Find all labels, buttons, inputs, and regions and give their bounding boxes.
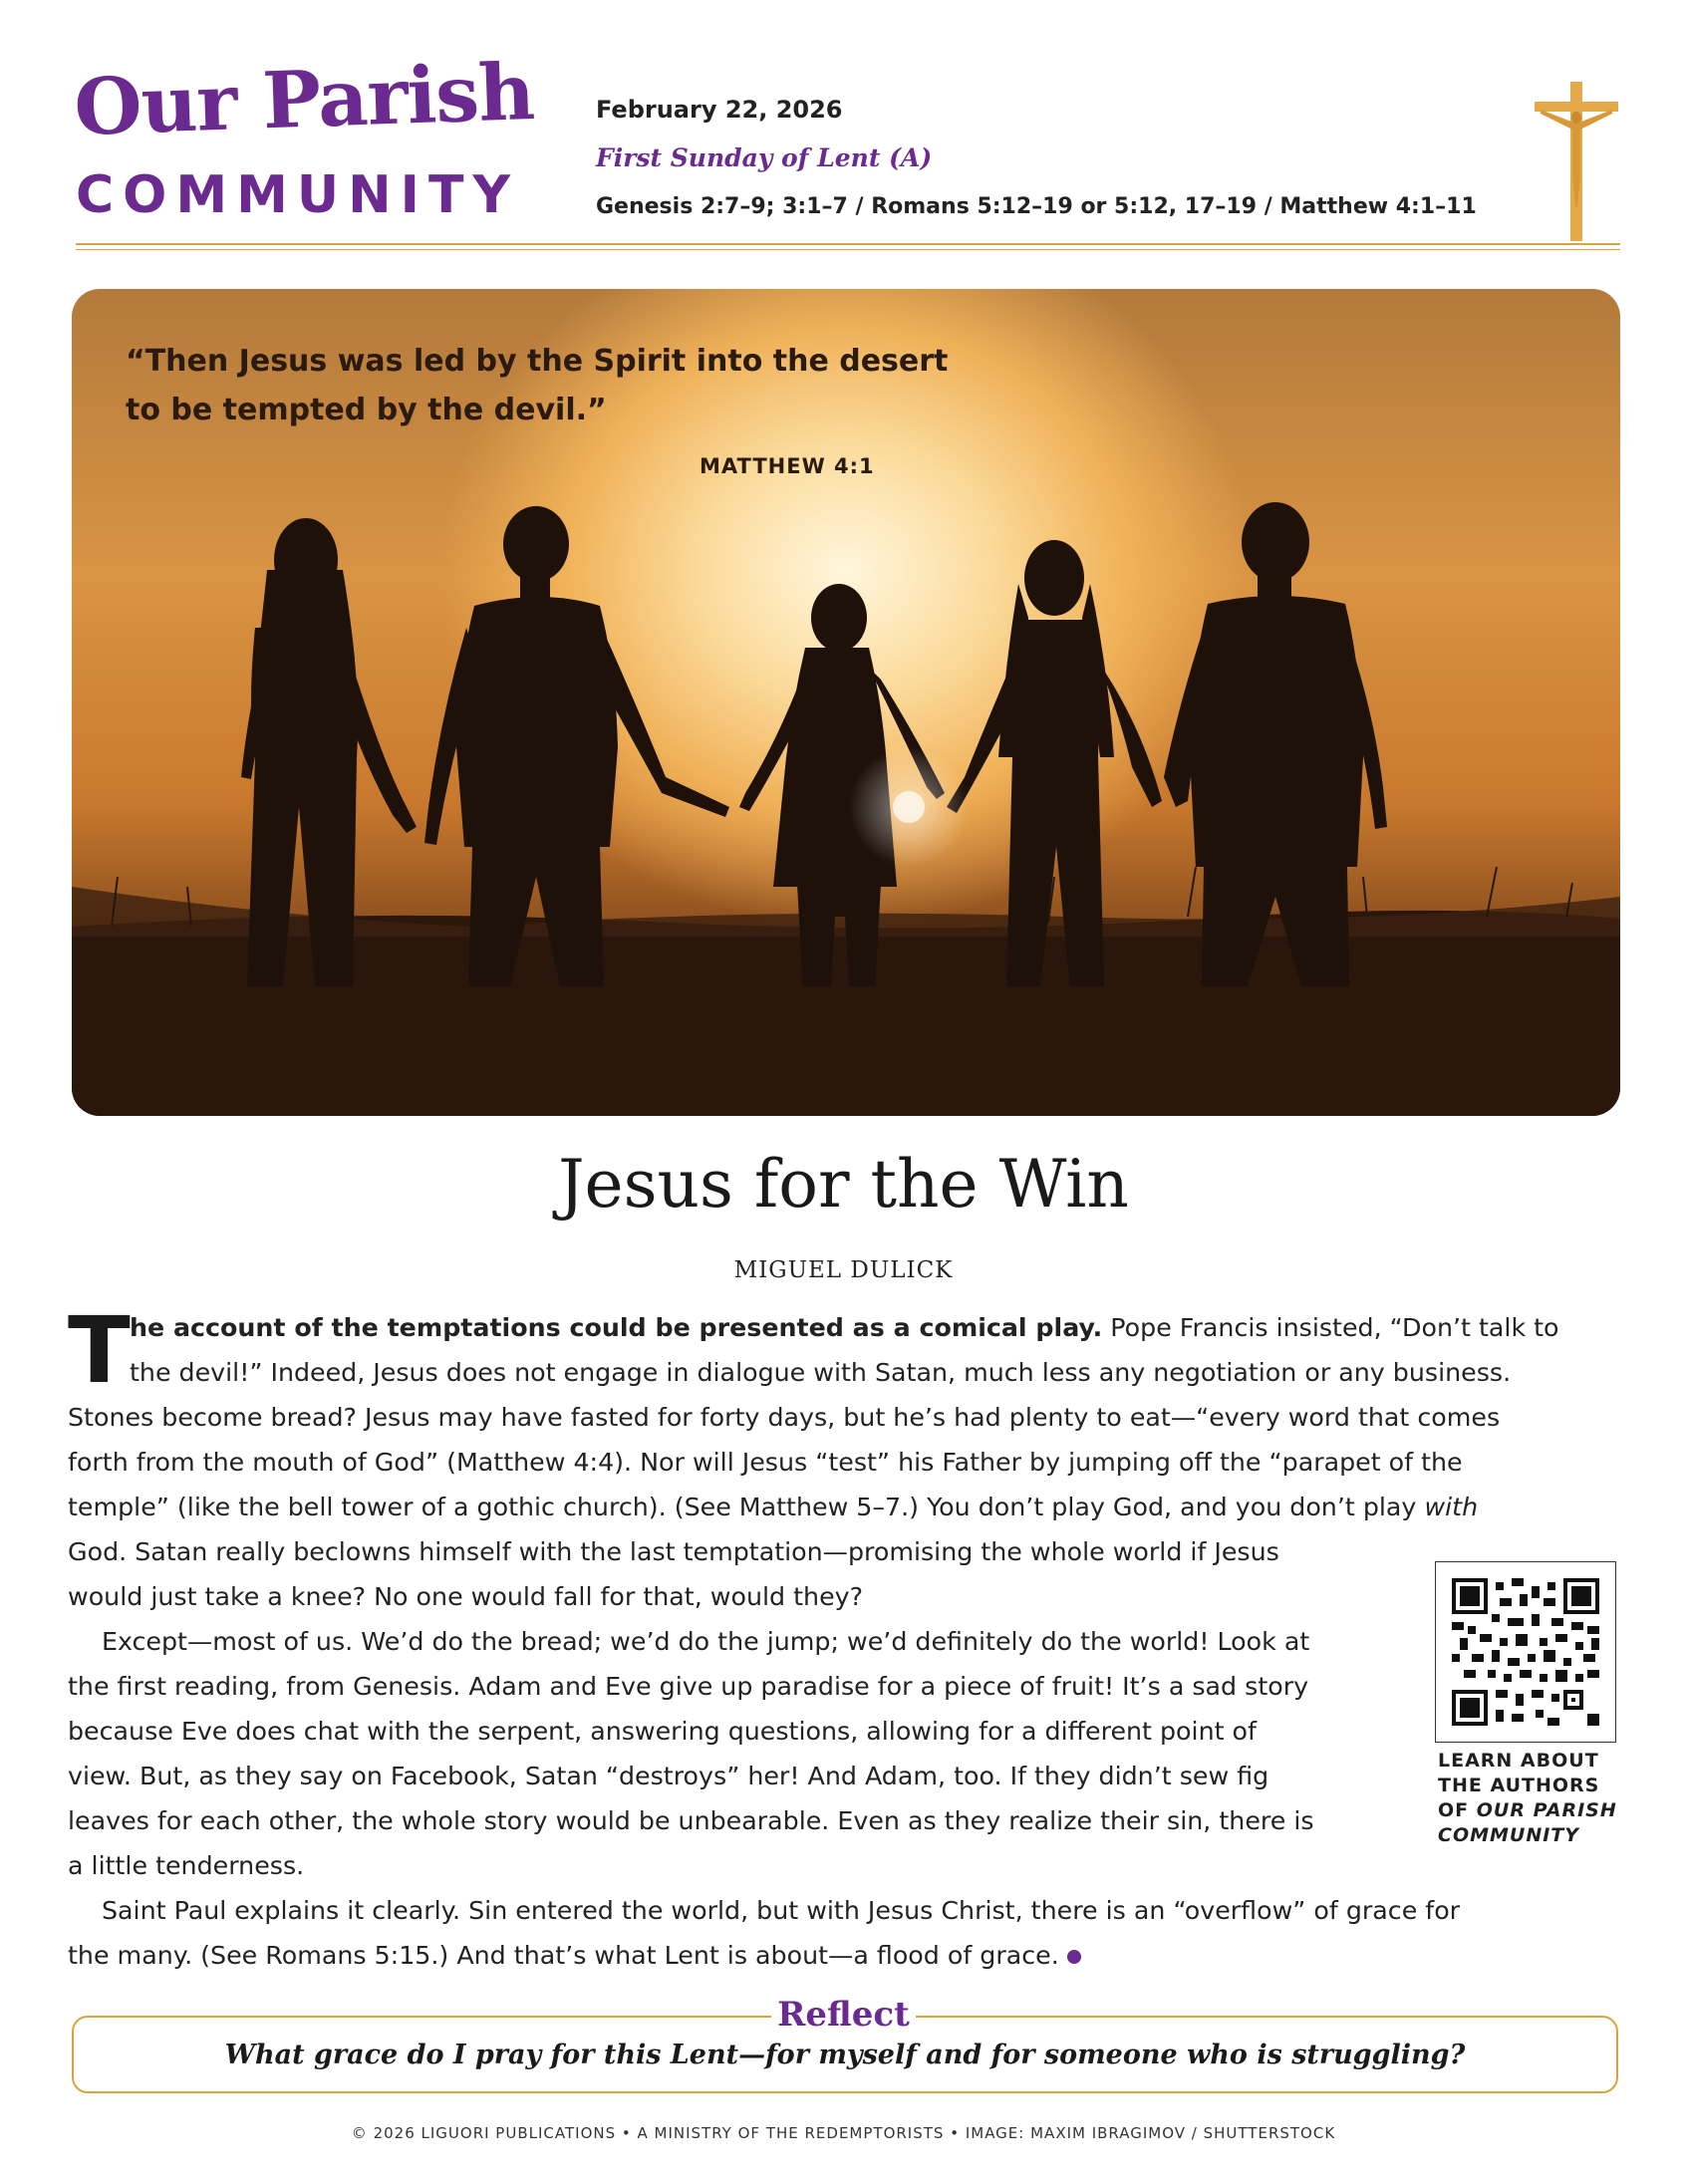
paragraph [68,1888,1622,1978]
caption-line: COMMUNITY [1438,1824,1580,1846]
issue-meta [596,96,1493,219]
end-mark-icon [1067,1950,1081,1964]
body-line: because Eve does chat with the serpent, answering questions, allowing for a different point of [68,1717,1257,1746]
body-line: God. Satan really beclowns himself with the last temptation—promising the whole world if Jesus [68,1537,1279,1566]
quote-line: “Then Jesus was led by the Spirit into the desert [126,344,949,379]
body-text: temple” (like the bell tower of a gothic church). (See Matthew 5–7.) You don’t play God, and you don’t play [68,1493,1425,1521]
crucifix-icon [1527,80,1626,241]
issue-date: February 22, 2026 [596,96,843,124]
caption-emphasis: OUR PARISH [1476,1799,1617,1821]
quote-citation: MATTHEW 4:1 [700,454,875,478]
drop-cap: T [68,1297,131,1404]
header-rule [76,243,1620,245]
lead-in: he account of the temptations could be presented as a comical play. [130,1313,1103,1342]
article-author: MIGUEL DULICK [733,1257,954,1283]
masthead-subtitle: COMMUNITY [76,165,520,225]
body-line [68,1933,1622,1978]
paragraph [68,1619,1622,1888]
emphasis: with [1424,1493,1479,1521]
footer-credits: © 2026 LIGUORI PUBLICATIONS • A MINISTRY OF THE REDEMPTORISTS • IMAGE: MAXIM IBRAGIMOV / SHUTTERSTOCK [351,2124,1336,2142]
qr-code[interactable] [1435,1561,1616,1743]
body-line [130,1305,1622,1350]
hero-scripture-quote [126,337,1022,434]
body-line: Stones become bread? Jesus may have fasted for forty days, but he’s had plenty to eat—“every word that comes [68,1403,1501,1432]
caption-text: OF [1438,1799,1477,1821]
body-line: would just take a knee? No one would fall for that, would they? [68,1582,864,1611]
masthead-logo [73,46,554,225]
caption-line: LEARN ABOUT [1438,1750,1599,1772]
hero-image [72,289,1620,1116]
reflect-heading-text: Reflect [771,1995,916,2035]
liturgical-day: First Sunday of Lent (A) [596,143,933,172]
body-line: forth from the mouth of God” (Matthew 4:4). Nor will Jesus “test” his Father by jumping off the “parapet of the [68,1448,1463,1477]
body-line: a little tenderness. [68,1851,305,1880]
qr-caption [1438,1749,1637,1848]
quote-line: to be tempted by the devil.” [126,393,607,427]
article-title: Jesus for the Win [558,1146,1129,1223]
body-text: the many. (See Romans 5:15.) And that’s what Lent is about—a flood of grace. [68,1941,1059,1970]
reflect-question: What grace do I pray for this Lent—for myself and for someone who is struggling? [224,2040,1466,2070]
body-line: the first reading, from Genesis. Adam and Eve give up paradise for a piece of fruit! It’s a sad story [68,1672,1309,1701]
reflect-heading [0,1995,1687,2035]
body-line: view. But, as they say on Facebook, Satan “destroys” her! And Adam, too. If they didn’t sew fig [68,1762,1269,1790]
body-line: Saint Paul explains it clearly. Sin entered the world, but with Jesus Christ, there is an “overflow” of grace for [102,1896,1461,1925]
body-line: Except—most of us. We’d do the bread; we’d do the jump; we’d definitely do the world! Look at [102,1627,1310,1656]
scripture-readings: Genesis 2:7–9; 3:1–7 / Romans 5:12–19 or 5:12, 17–19 / Matthew 4:1–11 [596,194,1477,219]
caption-line: THE AUTHORS [1438,1774,1600,1796]
article-body [68,1297,1622,1978]
caption-line [1438,1798,1637,1823]
body-line [68,1485,1622,1529]
body-line: the devil!” Indeed, Jesus does not engage in dialogue with Satan, much less any negotiation or any business. [130,1358,1512,1387]
header-rule-thin [76,249,1620,250]
paragraph [68,1297,1622,1619]
masthead-title: Our Parish [73,46,536,153]
qr-code-icon [1452,1578,1599,1726]
body-text: Pope Francis insisted, “Don’t talk to [1102,1313,1559,1342]
dropcap-block [68,1297,1622,1404]
body-line: leaves for each other, the whole story would be unbearable. Even as they realize their sin, there is [68,1806,1314,1835]
